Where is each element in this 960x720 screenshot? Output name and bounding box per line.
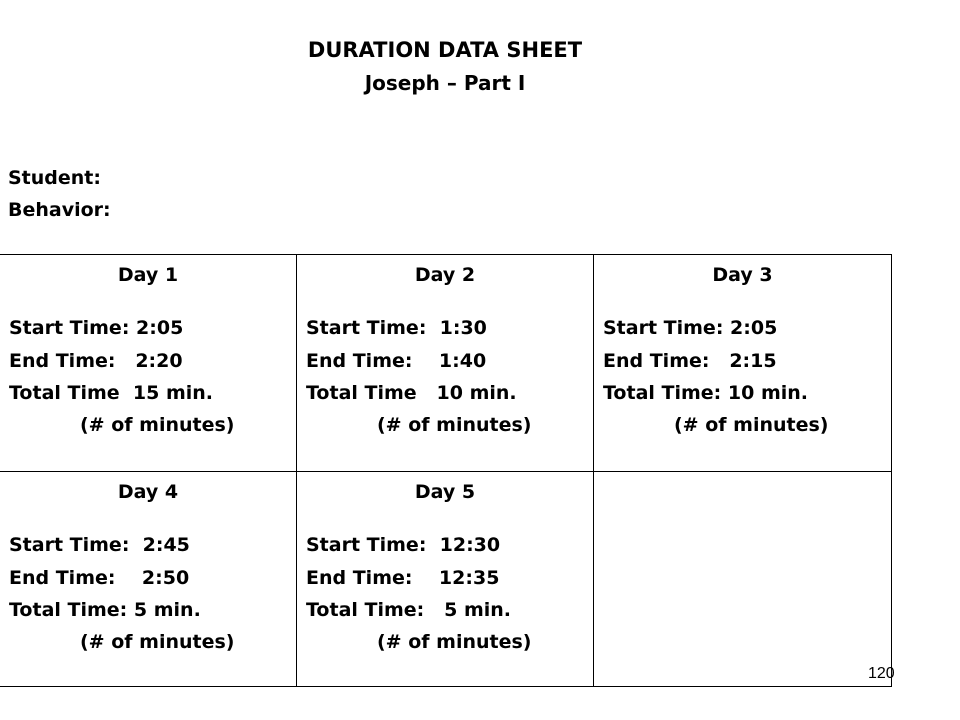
total-time: Total Time: 5 min.	[306, 599, 512, 621]
duration-table	[0, 254, 892, 687]
total-time: Total Time 15 min.	[9, 382, 214, 404]
minutes-note: (# of minutes)	[377, 631, 532, 653]
end-time: End Time: 12:35	[306, 567, 500, 589]
minutes-note: (# of minutes)	[377, 414, 532, 436]
start-time: Start Time: 1:30	[306, 317, 487, 339]
page-title	[0, 38, 890, 62]
page-subtitle	[0, 71, 890, 95]
day-cell-5	[297, 472, 593, 687]
student-label: Student:	[8, 167, 101, 189]
minutes-note: (# of minutes)	[674, 414, 829, 436]
end-time: End Time: 2:20	[9, 350, 183, 372]
page-subtitle-text: Joseph – Part I	[364, 71, 526, 95]
day-title: Day 1	[117, 264, 179, 286]
start-time: Start Time: 2:05	[603, 317, 778, 339]
day-cell-4	[0, 472, 296, 687]
total-time: Total Time 10 min.	[306, 382, 517, 404]
day-cell-3	[594, 255, 891, 471]
page-title-text: DURATION DATA SHEET	[307, 38, 583, 62]
start-time: Start Time: 2:45	[9, 534, 190, 556]
start-time: Start Time: 2:05	[9, 317, 184, 339]
day-cell-1	[0, 255, 296, 471]
behavior-label: Behavior:	[8, 199, 111, 221]
day-title: Day 5	[414, 481, 476, 503]
start-time: Start Time: 12:30	[306, 534, 501, 556]
total-time: Total Time: 10 min.	[603, 382, 809, 404]
total-time: Total Time: 5 min.	[9, 599, 201, 621]
day-title: Day 2	[414, 264, 476, 286]
end-time: End Time: 1:40	[306, 350, 487, 372]
end-time: End Time: 2:50	[9, 567, 190, 589]
empty-cell	[594, 472, 891, 687]
day-title: Day 4	[117, 481, 179, 503]
day-cell-2	[297, 255, 593, 471]
minutes-note: (# of minutes)	[80, 631, 235, 653]
day-title: Day 3	[712, 264, 773, 286]
end-time: End Time: 2:15	[603, 350, 777, 372]
page-number: 120	[868, 665, 895, 682]
minutes-note: (# of minutes)	[80, 414, 235, 436]
